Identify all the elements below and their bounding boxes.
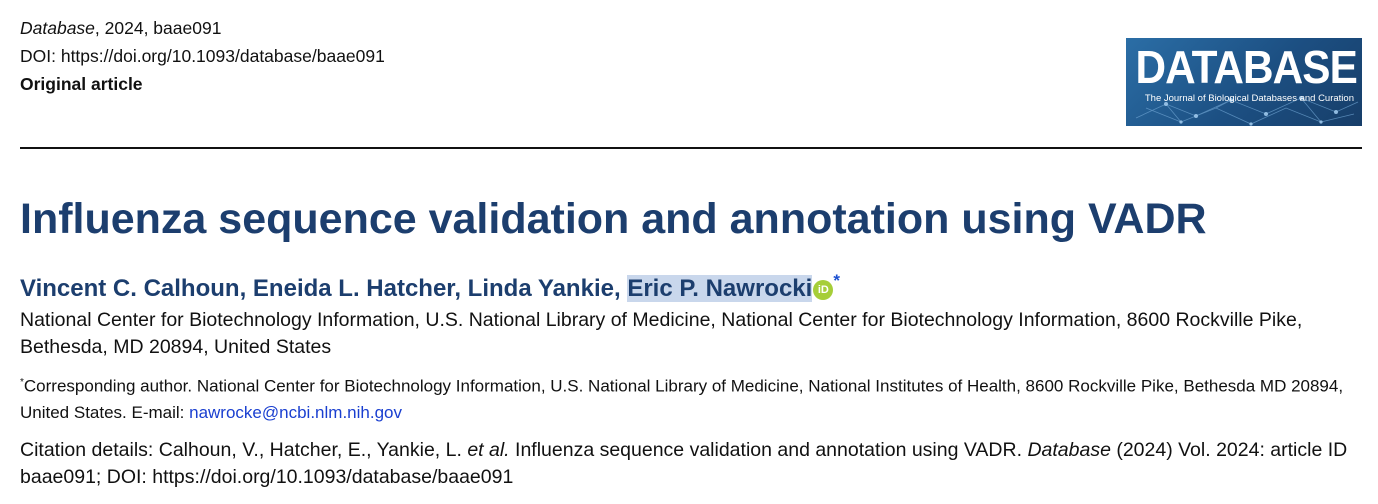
logo-tagline: The Journal of Biological Databases and Curation	[1144, 93, 1354, 104]
journal-year-id: , 2024, baae091	[94, 18, 222, 38]
author-name[interactable]: Linda Yankie	[467, 275, 614, 302]
author-separator: ,	[454, 275, 468, 302]
email-link[interactable]: nawrocke@ncbi.nlm.nih.gov	[189, 402, 402, 422]
article-meta	[20, 14, 385, 98]
citation-suffix: (2024) Vol. 2024: article ID baae091; DOI: https://doi.org/10.1093/database/baae091	[20, 439, 1348, 488]
header-divider	[20, 147, 1362, 149]
author-name[interactable]: Vincent C. Calhoun	[20, 275, 240, 302]
corresponding-footnote-mark: *	[20, 377, 24, 388]
author-separator: ,	[239, 275, 253, 302]
citation-prefix: Citation details: Calhoun, V., Hatcher, E., Yankie, L.	[20, 439, 468, 461]
article-type: Original article	[20, 74, 143, 94]
journal-logo	[1126, 38, 1362, 126]
journal-name: Database	[20, 18, 95, 38]
author-name[interactable]: Eneida L. Hatcher	[252, 275, 455, 302]
orcid-icon[interactable]: iD	[813, 280, 833, 300]
affiliation: National Center for Biotechnology Information, U.S. National Library of Medicine, National Center for Biotechnology Information, 8600 Rockville Pike, Bethesda, MD 20894, United States	[20, 309, 1303, 358]
article-title: Influenza sequence validation and annotation using VADR	[20, 195, 1207, 243]
doi-line[interactable]: DOI: https://doi.org/10.1093/database/baae091	[20, 46, 385, 66]
logo-wordmark: DATABASE	[1135, 41, 1357, 93]
citation-middle: Influenza sequence validation and annotation using VADR.	[509, 439, 1028, 461]
author-name-highlighted[interactable]: Eric P. Nawrocki	[627, 275, 813, 302]
author-separator: ,	[613, 275, 628, 302]
citation-details	[20, 437, 1365, 491]
journal-line	[20, 14, 385, 42]
citation-etal: et al.	[467, 439, 510, 461]
author-list	[20, 264, 840, 306]
corresponding-author-text: Corresponding author. National Center for Biotechnology Information, U.S. National Library of Medicine, National Institutes of Health, 8600 Rockville Pike, Bethesda MD 20894, United States. E-mail:	[20, 376, 1344, 422]
corresponding-author-note	[20, 370, 1360, 426]
corresponding-author-mark: *	[833, 271, 840, 290]
citation-journal: Database	[1027, 439, 1111, 461]
